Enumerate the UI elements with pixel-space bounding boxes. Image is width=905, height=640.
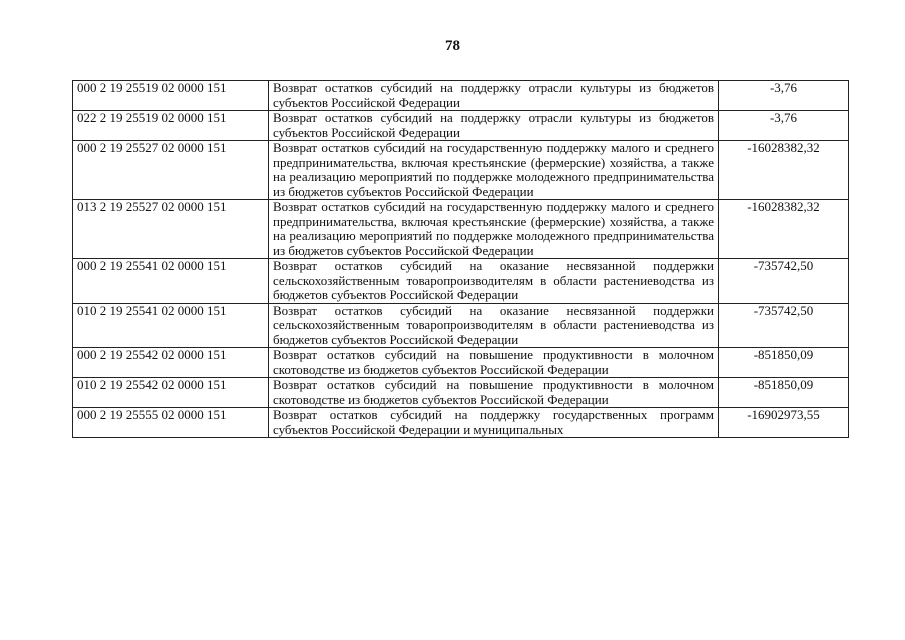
income-name-cell: Возврат остатков субсидий на повышение продуктивности в молочном скотоводстве из бюджетов субъектов Российской Федерации — [269, 348, 719, 378]
table-row — [73, 303, 849, 348]
amount-cell: -16028382,32 — [719, 200, 849, 259]
budget-code-cell: 013 2 19 25527 02 0000 151 — [73, 200, 269, 259]
budget-code-cell: 000 2 19 25519 02 0000 151 — [73, 81, 269, 111]
budget-code-cell: 022 2 19 25519 02 0000 151 — [73, 111, 269, 141]
budget-table — [72, 80, 849, 438]
table-row — [73, 378, 849, 408]
amount-cell: -851850,09 — [719, 348, 849, 378]
amount-cell: -3,76 — [719, 111, 849, 141]
budget-code-cell: 000 2 19 25542 02 0000 151 — [73, 348, 269, 378]
budget-code-cell: 010 2 19 25541 02 0000 151 — [73, 303, 269, 348]
amount-cell: -3,76 — [719, 81, 849, 111]
income-name-cell: Возврат остатков субсидий на повышение продуктивности в молочном скотоводстве из бюджетов субъектов Российской Федерации — [269, 378, 719, 408]
income-name-cell: Возврат остатков субсидий на поддержку отрасли культуры из бюджетов субъектов Российской Федерации — [269, 111, 719, 141]
budget-code-cell: 010 2 19 25542 02 0000 151 — [73, 378, 269, 408]
budget-code-cell: 000 2 19 25541 02 0000 151 — [73, 259, 269, 304]
table-row — [73, 348, 849, 378]
table-row — [73, 141, 849, 200]
income-name-cell: Возврат остатков субсидий на поддержку отрасли культуры из бюджетов субъектов Российской Федерации — [269, 81, 719, 111]
amount-cell: -735742,50 — [719, 303, 849, 348]
income-name-cell: Возврат остатков субсидий на государственную поддержку малого и среднего предпринимательства, включая крестьянские (фермерские) хозяйства, а также на реализацию мероприятий по поддержке молодежного предпринимательства из бюджетов субъектов Российской Федерации — [269, 141, 719, 200]
table-row — [73, 259, 849, 304]
amount-cell: -851850,09 — [719, 378, 849, 408]
amount-cell: -16028382,32 — [719, 141, 849, 200]
income-name-cell: Возврат остатков субсидий на поддержку государственных программ субъектов Российской Федерации и муниципальных — [269, 408, 719, 438]
income-name-cell: Возврат остатков субсидий на оказание несвязанной поддержки сельскохозяйственным товаропроизводителям в области растениеводства из бюджетов субъектов Российской Федерации — [269, 303, 719, 348]
table-row — [73, 81, 849, 111]
table-row — [73, 111, 849, 141]
budget-code-cell: 000 2 19 25527 02 0000 151 — [73, 141, 269, 200]
income-name-cell: Возврат остатков субсидий на оказание несвязанной поддержки сельскохозяйственным товаропроизводителям в области растениеводства из бюджетов субъектов Российской Федерации — [269, 259, 719, 304]
table-row — [73, 200, 849, 259]
budget-code-cell: 000 2 19 25555 02 0000 151 — [73, 408, 269, 438]
table-row — [73, 408, 849, 438]
page-number: 78 — [445, 38, 460, 54]
amount-cell: -16902973,55 — [719, 408, 849, 438]
income-name-cell: Возврат остатков субсидий на государственную поддержку малого и среднего предпринимательства, включая крестьянские (фермерские) хозяйства, а также на реализацию мероприятий по поддержке молодежного предпринимательства из бюджетов субъектов Российской Федерации — [269, 200, 719, 259]
amount-cell: -735742,50 — [719, 259, 849, 304]
